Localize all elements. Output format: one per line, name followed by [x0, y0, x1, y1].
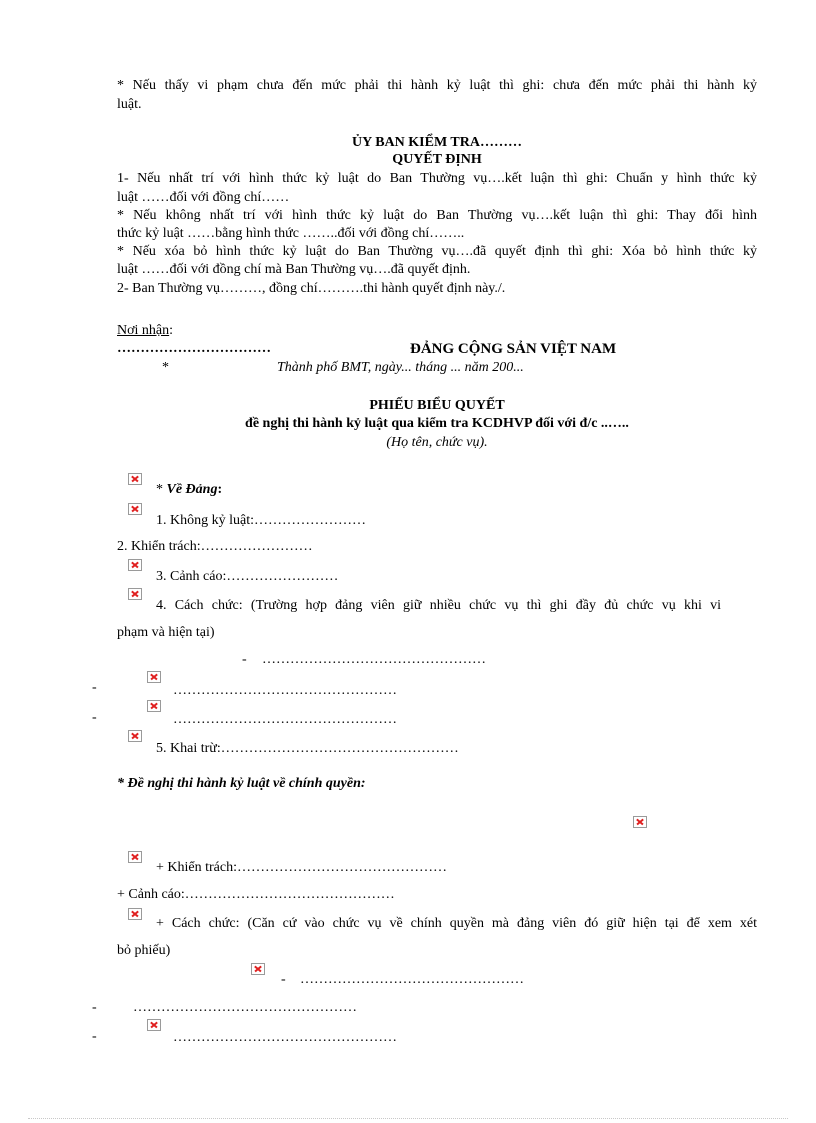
party-item-no-discipline: 1. Không kỷ luật:……………………: [156, 513, 366, 528]
gov-sub-dots: …………………………………………: [173, 1030, 397, 1045]
recipients-label: [117, 322, 173, 340]
party-heading-star: *: [156, 482, 167, 497]
recipients-label-text: Nơi nhận: [117, 323, 170, 338]
sub-dash: -: [242, 652, 247, 667]
intro-line-2: luật.: [117, 97, 142, 112]
checkbox-placeholder-icon[interactable]: [128, 908, 142, 920]
sub-dots: …………………………………………: [173, 712, 397, 727]
recipients-colon: :: [169, 323, 174, 338]
decision-heading: QUYẾT ĐỊNH: [392, 152, 482, 167]
gov-item-reprimand: + Khiển trách:………………………………………: [156, 860, 447, 875]
gov-item-warning: + Cảnh cáo:………………………………………: [117, 887, 395, 902]
left-dash: -: [92, 710, 97, 725]
checkbox-placeholder-icon[interactable]: [147, 1019, 161, 1031]
left-dash: -: [92, 680, 97, 695]
gov-item-dismissal-line-2: bỏ phiếu): [117, 943, 171, 958]
committee-title: ỦY BAN KIỂM TRA………: [352, 135, 522, 150]
decision-line-3: * Nếu không nhất trí với hình thức kỷ luật do Ban Thường vụ….kết luận thì ghi: Thay đổi hình: [117, 208, 757, 223]
page-bottom-divider: [28, 1118, 788, 1119]
gov-sub-dots: …………………………………………: [300, 972, 524, 987]
gov-sub-dash: -: [281, 972, 286, 987]
party-name: ĐẢNG CỘNG SẢN VIỆT NAM: [410, 341, 617, 357]
checkbox-placeholder-icon[interactable]: [128, 473, 142, 485]
party-heading-colon: :: [217, 482, 223, 497]
party-item-reprimand: 2. Khiển trách:……………………: [117, 539, 313, 554]
intro-line-1: * Nếu thấy vi phạm chưa đến mức phải thi hành kỷ luật thì ghi: chưa đến mức phải thi hành kỷ: [117, 78, 757, 93]
party-item-dismissal-line-1: 4. Cách chức: (Trường hợp đảng viên giữ nhiều chức vụ thì ghi đầy đủ chức vụ khi vi: [156, 598, 721, 613]
checkbox-placeholder-icon[interactable]: [128, 588, 142, 600]
checkbox-placeholder-icon[interactable]: [128, 503, 142, 515]
decision-line-6: luật ……đối với đồng chí mà Ban Thường vụ….đã quyết định.: [117, 262, 471, 277]
party-heading-text: Về Đảng: [166, 482, 218, 497]
gov-sub-dots: …………………………………………: [133, 1000, 357, 1015]
gov-left-dash: -: [92, 1029, 97, 1044]
party-star: *: [162, 360, 169, 375]
sub-dots: …………………………………………: [262, 652, 486, 667]
decision-line-7: 2- Ban Thường vụ………, đồng chí……….thi hành quyết định này./.: [117, 281, 506, 296]
party-item-warning: 3. Cảnh cáo:……………………: [156, 569, 339, 584]
checkbox-placeholder-icon[interactable]: [251, 963, 265, 975]
decision-line-1: 1- Nếu nhất trí với hình thức kỷ luật do Ban Thường vụ….kết luận thì ghi: Chuẩn y hình thức kỷ: [117, 171, 757, 186]
party-item-expulsion: 5. Khai trừ:……………………………………………: [156, 741, 459, 756]
checkbox-placeholder-icon[interactable]: [633, 816, 647, 828]
place-date: Thành phố BMT, ngày... tháng ... năm 200...: [277, 360, 524, 375]
decision-line-4: thức kỷ luật ……bằng hình thức ……..đối với đồng chí……..: [117, 226, 465, 241]
decision-line-5: * Nếu xóa bỏ hình thức kỷ luật do Ban Thường vụ….đã quyết định thì ghi: Xóa bỏ hình thức kỷ: [117, 244, 757, 259]
checkbox-placeholder-icon[interactable]: [128, 851, 142, 863]
party-item-dismissal-line-2: phạm và hiện tại): [117, 625, 215, 640]
gov-item-dismissal-line-1: + Cách chức: (Căn cứ vào chức vụ về chính quyền mà đảng viên đó giữ hiện tại để xem xét: [156, 916, 757, 931]
gov-heading: * Đề nghị thi hành kỷ luật về chính quyền:: [117, 776, 366, 791]
ballot-note: (Họ tên, chức vụ).: [386, 435, 488, 450]
sub-dots: …………………………………………: [173, 683, 397, 698]
checkbox-placeholder-icon[interactable]: [147, 700, 161, 712]
ballot-title: PHIẾU BIỂU QUYẾT: [369, 398, 505, 413]
party-heading: [156, 481, 222, 499]
recipients-dots: ……………………………: [117, 341, 271, 356]
decision-line-2: luật ……đối với đồng chí……: [117, 190, 290, 205]
ballot-subtitle: đề nghị thi hành kỷ luật qua kiểm tra KCDHVP đối với đ/c ..…..: [245, 416, 629, 431]
checkbox-placeholder-icon[interactable]: [128, 559, 142, 571]
checkbox-placeholder-icon[interactable]: [128, 730, 142, 742]
checkbox-placeholder-icon[interactable]: [147, 671, 161, 683]
gov-left-dash: -: [92, 1000, 97, 1015]
